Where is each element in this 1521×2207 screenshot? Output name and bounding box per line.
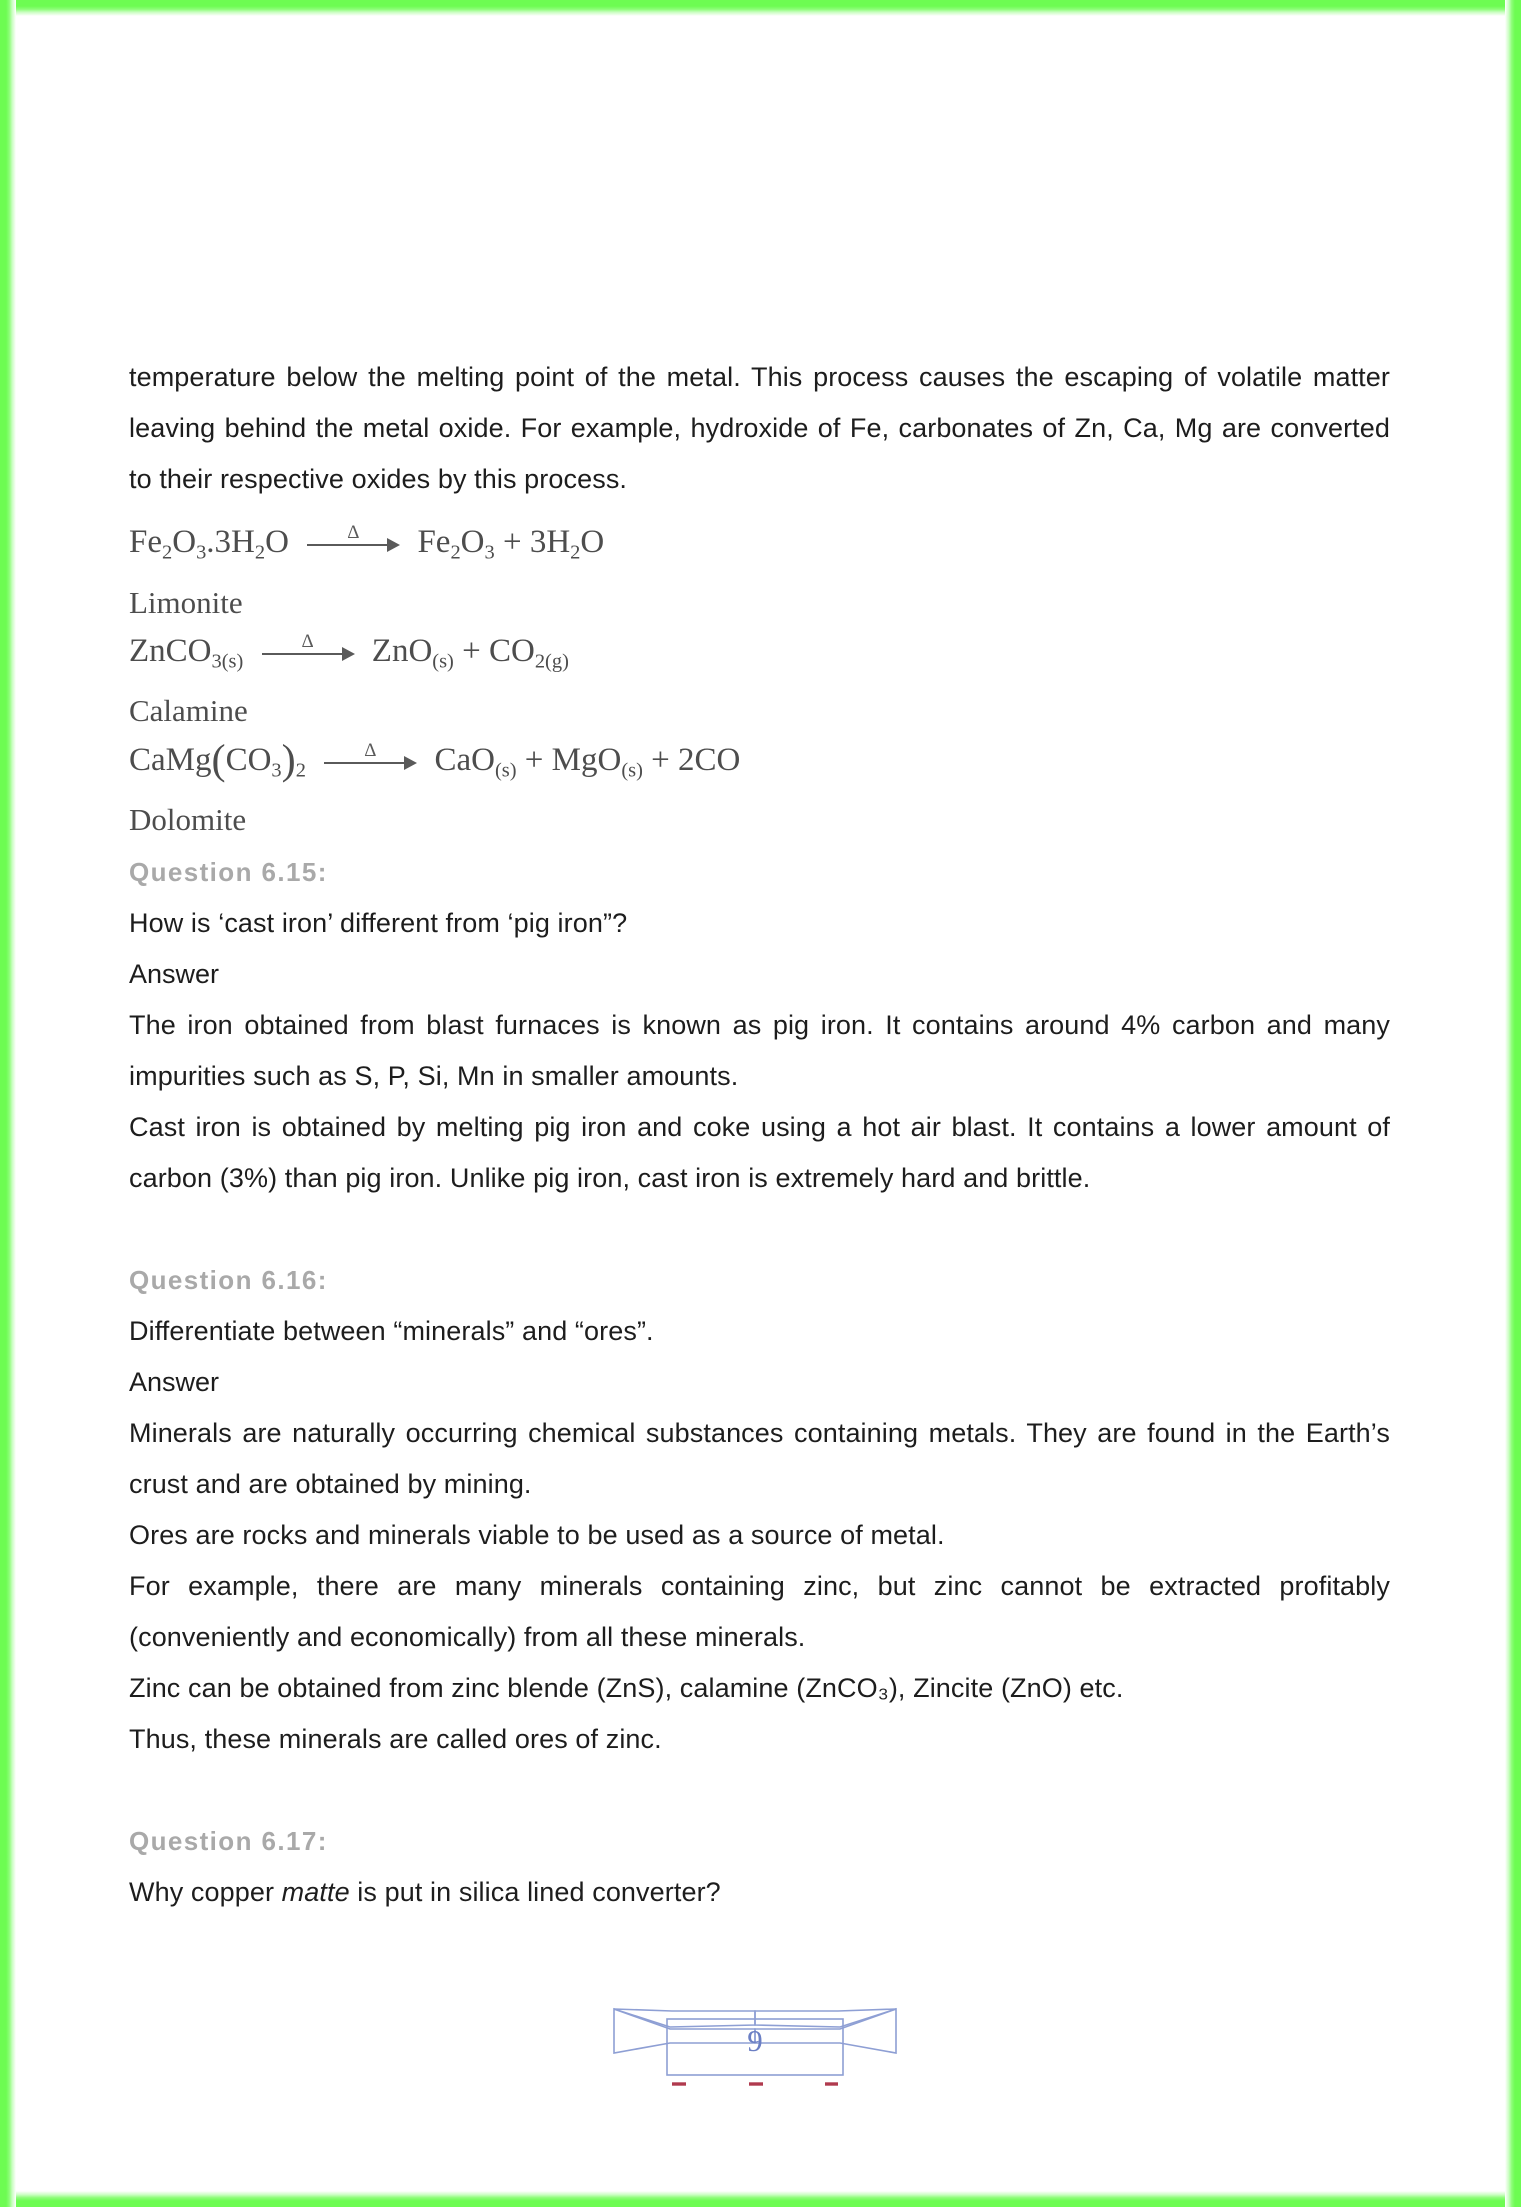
question-prompt-6-15: How is ‘cast iron’ different from ‘pig iron”? xyxy=(129,908,628,939)
delta-symbol: Δ xyxy=(364,740,377,762)
answer-paragraph-6-16-5: Thus, these minerals are called ores of zinc. xyxy=(129,1724,662,1755)
equation-dolomite-reactant: $CaMg(CO_3)_2$ xyxy=(129,736,306,784)
section-spacer xyxy=(129,1765,1390,1816)
reaction-arrow-icon xyxy=(324,740,420,775)
delta-symbol: Δ xyxy=(347,522,360,544)
answer-paragraph-6-16-3: For example, there are many minerals containing zinc, but zinc cannot be extracted profitably (conveniently and economically) from all these minerals. xyxy=(129,1571,1390,1653)
answer-paragraph-6-15-2: Cast iron is obtained by melting pig iron and coke using a hot air blast. It contains a lower amount of carbon (3%) than pig iron. Unlike pig iron, cast iron is extremely hard and brittle. xyxy=(129,1112,1390,1194)
reaction-arrow-icon xyxy=(262,630,358,666)
equation-limonite-reactant: $Fe_2O_3.3H_2O$ xyxy=(129,524,289,564)
prompt-italic-term: matte xyxy=(281,1877,350,1908)
page-border-bottom xyxy=(0,2191,1521,2207)
question-heading-6-16: Question 6.16: xyxy=(129,1265,328,1296)
equation-limonite xyxy=(129,517,1390,579)
answer-paragraph-6-16-4: Zinc can be obtained from zinc blende (ZnS), calamine (ZnCO₃), Zincite (ZnO) etc. xyxy=(129,1673,1124,1704)
question-prompt-6-17 xyxy=(129,1867,1390,1918)
arrow-shaft xyxy=(324,762,408,764)
intro-paragraph: temperature below the melting point of the metal. This process causes the escaping of volatile matter leaving behind the metal oxide. For example, hydroxide of Fe, carbonates of Zn, Ca, Mg are converted to their respective oxides by this process. xyxy=(129,362,1390,494)
equation-calamine-name: Calamine xyxy=(129,693,248,729)
equation-dolomite-products: CaO$_{(s)}$ + MgO$_{(s)}$ + 2CO xyxy=(434,741,741,782)
page-number-ribbon xyxy=(610,1985,900,2093)
answer-paragraph-6-16-2: Ores are rocks and minerals viable to be used as a source of metal. xyxy=(129,1520,945,1551)
equation-limonite-name: Limonite xyxy=(129,584,243,620)
arrow-head xyxy=(404,756,417,770)
document-content xyxy=(129,352,1390,1918)
equation-dolomite-name: Dolomite xyxy=(129,802,247,838)
answer-paragraph-6-15-1: The iron obtained from blast furnaces is known as pig iron. It contains around 4% carbon and many impurities such as S, P, Si, Mn in smaller amounts. xyxy=(129,1010,1390,1092)
answer-label-6-15: Answer xyxy=(129,959,220,990)
chemical-equations-block xyxy=(129,517,1390,843)
answer-label-6-16: Answer xyxy=(129,1367,220,1398)
equation-dolomite xyxy=(129,734,1390,796)
reaction-arrow-icon xyxy=(307,522,403,557)
page-border-right xyxy=(1505,0,1521,2207)
page-number-label: 9 xyxy=(747,2023,763,2058)
equation-limonite-products: $Fe_2O_3 + 3H_2O$ xyxy=(417,524,605,564)
prompt-text-suffix: is put in silica lined converter? xyxy=(349,1877,721,1908)
question-heading-6-15: Question 6.15: xyxy=(129,857,328,888)
equation-calamine xyxy=(129,626,1390,688)
question-prompt-6-16: Differentiate between “minerals” and “ores”. xyxy=(129,1316,654,1347)
page-border-top xyxy=(0,0,1521,16)
arrow-shaft xyxy=(262,653,346,655)
page-border-left xyxy=(0,0,16,2207)
equation-calamine-products: $ZnO_{(s)} + CO_{2(g)}$ xyxy=(371,632,569,673)
arrow-head xyxy=(342,647,355,661)
delta-symbol: Δ xyxy=(301,630,314,652)
question-heading-6-17: Question 6.17: xyxy=(129,1826,328,1857)
prompt-text-prefix: Why copper xyxy=(129,1877,282,1908)
arrow-head xyxy=(387,538,400,552)
equation-calamine-reactant: ZnCO$_{3(s)}$ xyxy=(129,632,244,673)
section-spacer xyxy=(129,1204,1390,1255)
arrow-shaft xyxy=(307,544,391,546)
answer-paragraph-6-16-1: Minerals are naturally occurring chemical substances containing metals. They are found in the Earth’s crust and are obtained by mining. xyxy=(129,1418,1390,1500)
